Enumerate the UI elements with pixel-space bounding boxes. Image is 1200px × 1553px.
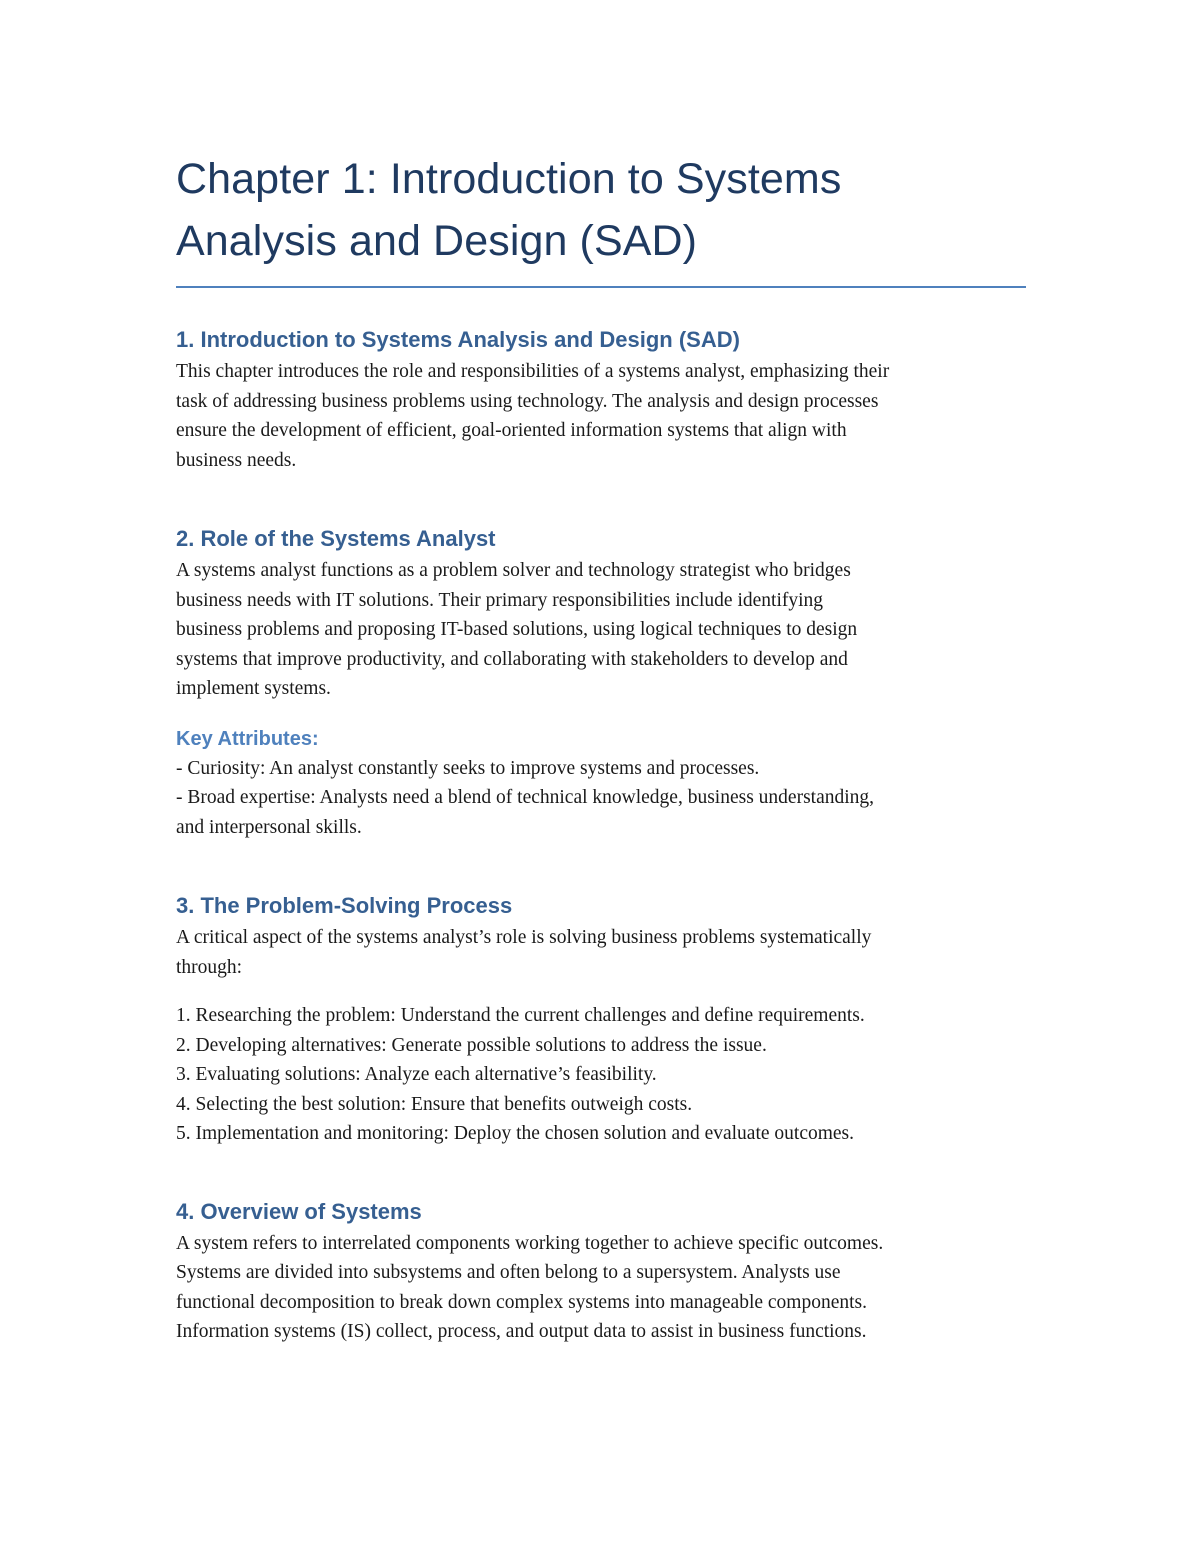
section-2-line-4: systems that improve productivity, and collaborating with stakeholders to develop and (176, 648, 848, 670)
section-1-heading: 1. Introduction to Systems Analysis and Design (SAD) (176, 327, 740, 352)
attribute-item-1: - Curiosity: An analyst constantly seeks to improve systems and processes. (176, 757, 760, 779)
section-1-paragraph (176, 357, 1026, 475)
section-2-line-3: business problems and proposing IT-based solutions, using logical techniques to design (176, 619, 858, 640)
document-page (176, 148, 1026, 1347)
key-attributes-heading: Key Attributes: (176, 727, 319, 750)
section-2-line-1: A systems analyst functions as a problem solver and technology strategist who bridges (176, 560, 851, 581)
chapter-title-line-1: Chapter 1: Introduction to Systems (176, 155, 842, 203)
section-3-paragraph (176, 923, 1026, 982)
chapter-title (176, 148, 1026, 288)
section-1-line-1: This chapter introduces the role and responsibilities of a systems analyst, emphasizing their (176, 361, 890, 382)
section-2-paragraph (176, 556, 1026, 704)
step-item-2: 2. Developing alternatives: Generate possible solutions to address the issue. (176, 1034, 767, 1056)
key-attributes-list (176, 754, 1026, 843)
section-1-line-4: business needs. (176, 449, 297, 471)
section-2-heading: 2. Role of the Systems Analyst (176, 526, 496, 551)
section-4-line-2: Systems are divided into subsystems and often belong to a supersystem. Analysts use (176, 1262, 841, 1283)
step-item-1: 1. Researching the problem: Understand the current challenges and define requirements. (176, 1005, 865, 1026)
step-item-3: 3. Evaluating solutions: Analyze each alternative’s feasibility. (176, 1064, 657, 1085)
section-4-paragraph (176, 1229, 1026, 1347)
section-4-heading: 4. Overview of Systems (176, 1198, 422, 1224)
section-4-line-3: functional decomposition to break down complex systems into manageable components. (176, 1291, 868, 1313)
problem-solving-steps (176, 1001, 1026, 1149)
step-item-4: 4. Selecting the best solution: Ensure that benefits outweigh costs. (176, 1093, 693, 1115)
section-2-line-5: implement systems. (176, 678, 331, 699)
section-4-line-1: A system refers to interrelated components working together to achieve specific outcomes. (176, 1232, 884, 1254)
section-2-line-2: business needs with IT solutions. Their primary responsibilities include identifying (176, 589, 824, 611)
attribute-item-2-cont: and interpersonal skills. (176, 816, 362, 838)
section-1-line-2: task of addressing business problems using technology. The analysis and design processes (176, 390, 879, 412)
attribute-item-2: - Broad expertise: Analysts need a blend of technical knowledge, business understanding, (176, 787, 875, 808)
section-4-line-4: Information systems (IS) collect, process, and output data to assist in business functions. (176, 1321, 867, 1342)
section-3-line-2: through: (176, 956, 243, 978)
section-3-heading: 3. The Problem-Solving Process (176, 893, 513, 918)
section-3-line-1: A critical aspect of the systems analyst’s role is solving business problems systematically (176, 927, 872, 948)
step-item-5: 5. Implementation and monitoring: Deploy the chosen solution and evaluate outcomes. (176, 1123, 855, 1144)
section-1-line-3: ensure the development of efficient, goal-oriented information systems that align with (176, 420, 847, 441)
chapter-title-line-2: Analysis and Design (SAD) (176, 217, 698, 265)
